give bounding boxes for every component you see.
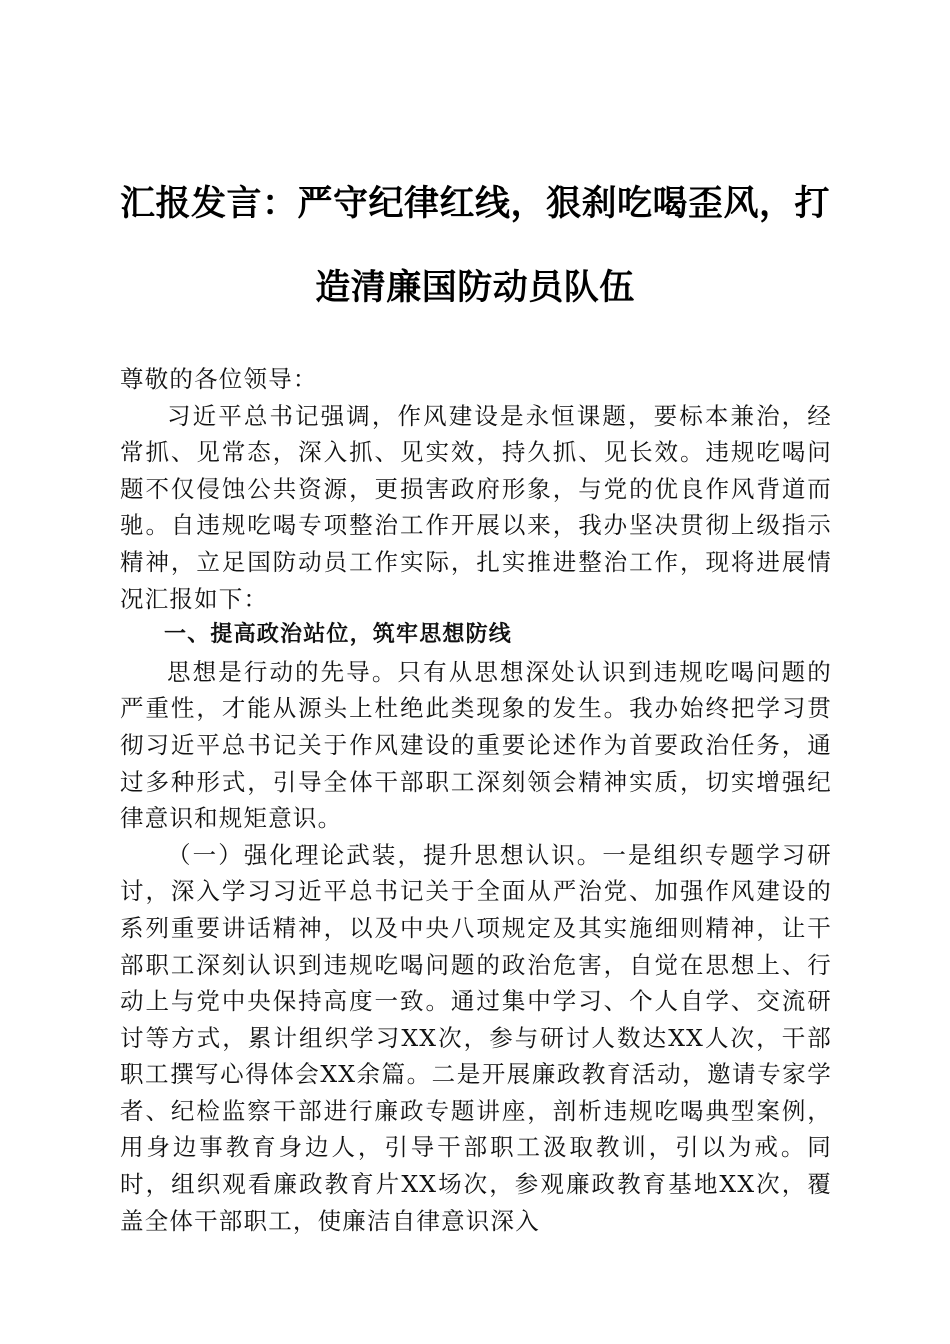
section-paragraph: 思想是行动的先导。只有从思想深处认识到违规吃喝问题的严重性，才能从源头上杜绝此类现象的发生。我办始终把学习贯彻习近平总书记关于作风建设的重要论述作为首要政治任务，通过多种形式，引导全体干部职工深刻领会精神实质，切实增强纪律意识和规矩意识。: [120, 657, 832, 833]
salutation: 尊敬的各位领导：: [120, 365, 318, 393]
document-title: 汇报发言：严守纪律红线，狠刹吃喝歪风，打造清廉国防动员队伍: [119, 183, 830, 308]
section-heading: 一、提高政治站位，筑牢思想防线: [164, 622, 513, 648]
subsection-paragraph: （一）强化理论武装，提升思想认识。一是组织专题学习研讨，深入学习习近平总书记关于全面从严治党、加强作风建设的系列重要讲话精神，以及中央八项规定及其实施细则精神，让干部职工深刻认识到违规吃喝问题的政治危害，自觉在思想上、行动上与党中央保持高度一致。通过集中学习、个人自学、交流研讨等方式，累计组织学习XX次，参与研讨人数达XX人次，干部职工撰写心得体会XX余篇。二是开展廉政教育活动，邀请专家学者、纪检监察干部进行廉政专题讲座，剖析违规吃喝典型案例，用身边事教育身边人，引导干部职工汲取教训，引以为戒。同时，组织观看廉政教育片XX场次，参观廉政教育基地XX次，覆盖全体干部职工，使廉洁自律意识深入: [120, 840, 832, 1235]
document-body: [120, 361, 832, 1239]
intro-paragraph: 习近平总书记强调，作风建设是永恒课题，要标本兼治，经常抓、见常态，深入抓、见实效，持久抓、见长效。违规吃喝问题不仅侵蚀公共资源，更损害政府形象，与党的优良作风背道而驰。自违规吃喝专项整治工作开展以来，我办坚决贯彻上级指示精神，立足国防动员工作实际，扎实推进整治工作，现将进展情况汇报如下：: [120, 401, 832, 613]
